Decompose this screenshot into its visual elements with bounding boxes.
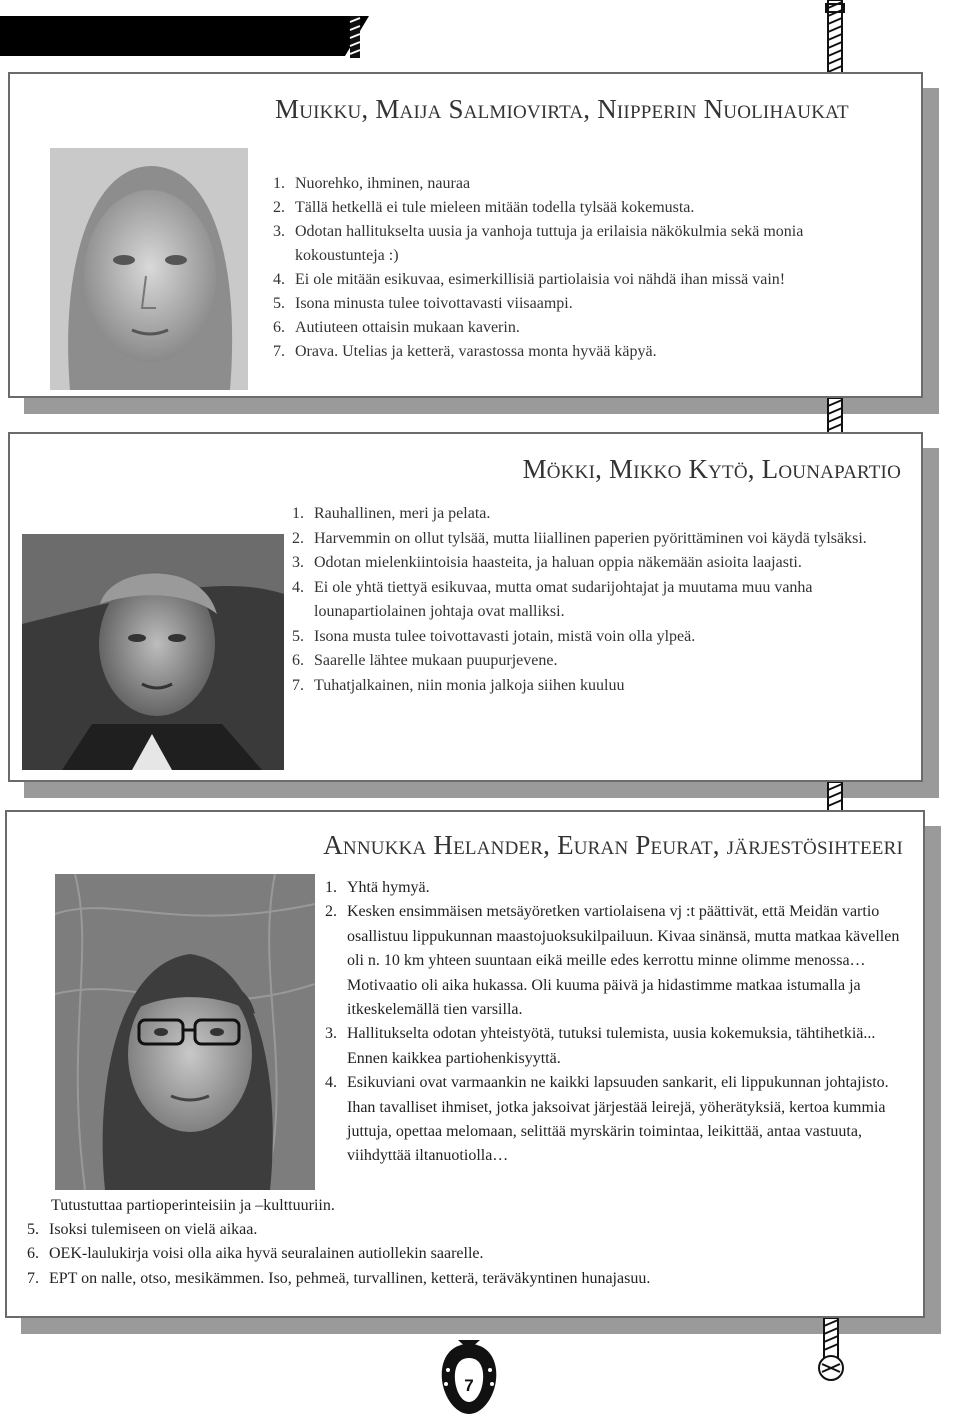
profile-card-annukka: [5, 810, 925, 1318]
rope-icon: [812, 1318, 852, 1382]
answer-list-tail: [27, 1218, 907, 1291]
answer-list: [273, 172, 893, 364]
rope-icon: [818, 782, 852, 812]
answer-continuation: Tutustuttaa partioperinteisiin ja –kulttuuriin.: [51, 1197, 335, 1214]
answer-item: 7. EPT on nalle, otso, mesikämmen. Iso, pehmeä, turvallinen, ketterä, teräväkyntinen hunajasuu.: [27, 1269, 651, 1287]
answer-item: 4. Ei ole mitään esikuvaa, esimerkillisiä partiolaisia voi nähdä ihan missä vain!: [273, 271, 786, 288]
answer-item: 6. OEK-laulukirja voisi olla aika hyvä seuralainen autiollekin saarelle.: [27, 1245, 484, 1263]
header-bar: [0, 16, 345, 56]
profile-photo: [50, 148, 248, 390]
answer-item: 1. Nuorehko, ihminen, nauraa: [273, 175, 471, 192]
page-number-badge: [436, 1340, 502, 1418]
answer-list: [325, 876, 900, 1169]
answer-item: 7. Tuhatjalkainen, niin monia jalkoja siihen kuuluu: [292, 676, 625, 694]
answer-item: 3. Odotan mielenkiintoisia haasteita, ja haluan oppia näkemään asioita laajasti.: [292, 554, 802, 571]
profile-title: Muikku, Maija Salmiovirta, Niipperin Nuolihaukat: [275, 94, 849, 124]
profile-card-muikku: [8, 72, 923, 398]
answer-item: 1. Rauhallinen, meri ja pelata.: [292, 505, 491, 522]
answer-item: 6. Saarelle lähtee mukaan puupurjevene.: [292, 652, 558, 669]
answer-list: [292, 502, 904, 698]
rope-icon: [818, 398, 852, 434]
answer-item: 2. Harvemmin on ollut tylsää, mutta liiallinen paperien pyörittäminen voi käydä tylsäksi.: [292, 529, 867, 547]
profile-title: Annukka Helander, Euran Peurat, järjestösihteeri: [323, 830, 903, 860]
page-number: 7: [464, 1376, 474, 1395]
header-rope-knot-icon: [344, 16, 374, 58]
answer-item: 5. Isona musta tulee toivottavasti jotain, mistä voin olla ylpeä.: [292, 627, 696, 645]
answer-item: 3. Hallitukselta odotan yhteistyötä, tutuksi tulemista, uusia kokemuksia, tähtihetkiä... Ennen kaikkea partiohenkisyyttä.: [325, 1025, 876, 1067]
profile-photo: [22, 534, 284, 770]
answer-item: 4. Esikuviani ovat varmaankin ne kaikki lapsuuden sankarit, eli lippukunnan johtajisto. Ihan tavalliset ihmiset, jotka jaksoivat järjestää leirejä, yöheräty​ksiä, kertoa kummia juttuja, opettaa melomaan, selittää myrskärin toimintaa, leikittää, antaa vastuuta, viihdyttää iltanuotiolla…: [325, 1074, 889, 1165]
rope-icon: [818, 0, 852, 75]
answer-item: 2. Kesken ensimmäisen metsäyöretken vartiolaisena vj :t päättivät, että Meidän vartio osallistuu lippukunnan maastojuoksukilpailuun. Kivaa sinänsä, mutta matkaa kävellen oli n. 10 km yhteen suuntaan eikä meille edes kerrottu minne olimme menossa… Motivaatio oli aika hukassa. Oli kuuma päivä ja hidastimme matkaa istumalla ja itkeskelemällä tien varsilla.: [325, 903, 900, 1019]
answer-item: 1. Yhtä hymyä.: [325, 879, 430, 896]
answer-item: 5. Isona minusta tulee toivottavasti viisaampi.: [273, 295, 573, 312]
answer-item: 2. Tällä hetkellä ei tule mieleen mitään todella tylsää kokemusta.: [273, 199, 695, 216]
profile-title: Mökki, Mikko Kytö, Lounapartio: [522, 454, 901, 484]
answer-item: 4. Ei ole yhtä tiettyä esikuvaa, mutta omat sudarijohtajat ja muutama muu vanha lounapartiolainen johtaja ovat malliksi.: [292, 578, 813, 620]
profile-photo: [55, 874, 315, 1190]
answer-item: 5. Isoksi tulemiseen on vielä aikaa.: [27, 1221, 258, 1238]
answer-item: 6. Autiuteen ottaisin mukaan kaverin.: [273, 319, 520, 336]
answer-item: 7. Orava. Utelias ja ketterä, varastossa monta hyvää käpyä.: [273, 343, 657, 360]
answer-item: 3. Odotan hallitukselta uusia ja vanhoja tuttuja ja erilaisia näkökulmia sekä monia kokoustunteja :): [273, 223, 804, 264]
profile-card-mokki: [8, 432, 923, 782]
